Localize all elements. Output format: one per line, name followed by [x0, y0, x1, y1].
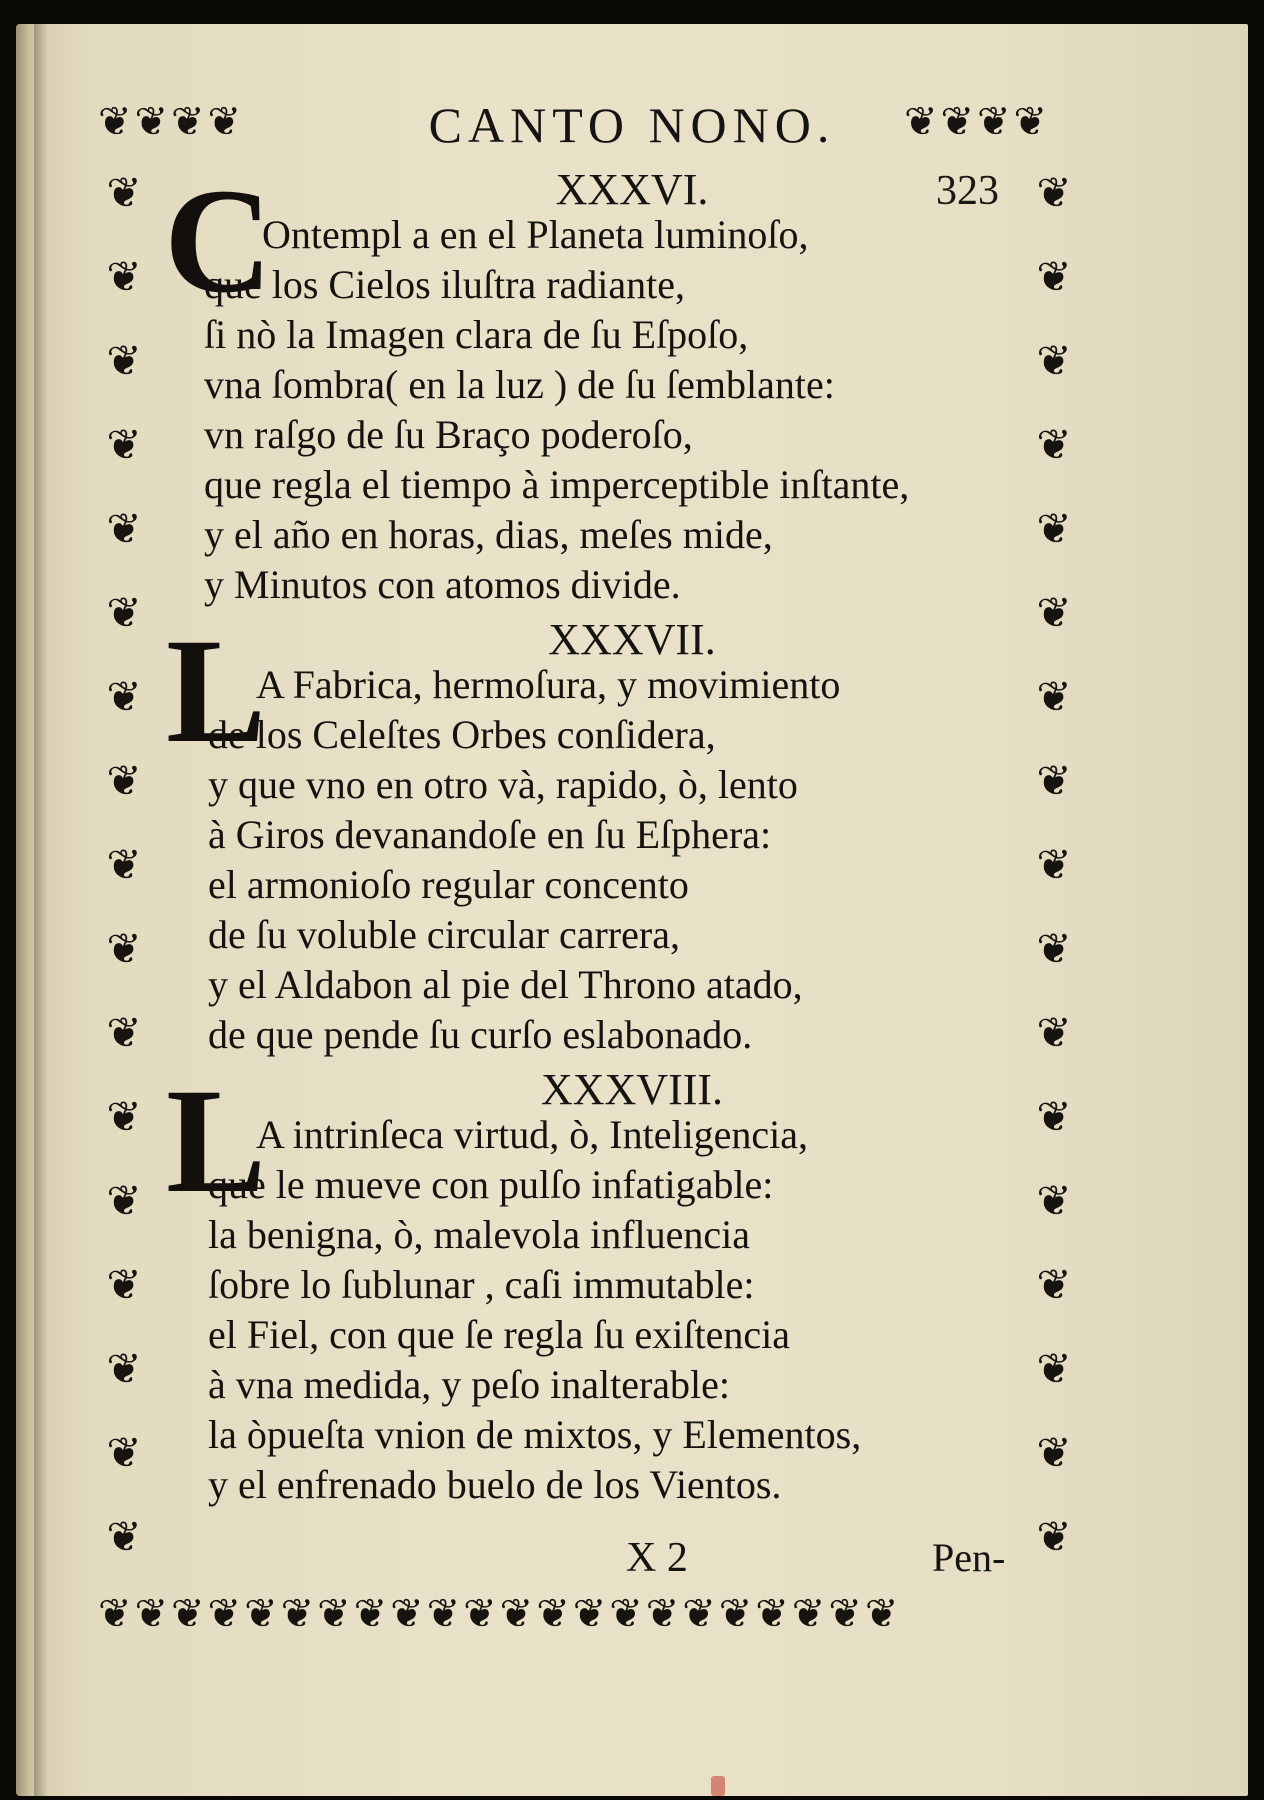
book-page [16, 24, 1248, 1796]
verse-line: A Fabrica, hermoſura, y movimiento [256, 662, 841, 707]
drop-cap: L [166, 608, 267, 774]
ink-stain [711, 1776, 725, 1796]
verse-line: vna ſombra( en la luz ) de ſu ſemblante: [204, 362, 835, 407]
verse-line: y el Aldabon al pie del Throno atado, [208, 962, 803, 1007]
verse-line: de que pende ſu curſo eslabonado. [208, 1012, 753, 1057]
verse-line: el armonioſo regular concento [208, 862, 689, 907]
ornament-border-right: ❦ ❦ ❦ ❦ ❦ ❦ ❦ ❦ ❦ ❦ ❦ ❦ ❦ ❦ ❦ ❦ ❦ [1036, 171, 1072, 1561]
verse-line: y el enfrenado buelo de los Vientos. [208, 1462, 782, 1507]
stanza-number: XXXVI. [555, 165, 709, 214]
verse-line: A intrinſeca virtud, ò, Inteligencia, [256, 1112, 809, 1157]
verse-line: de ſu voluble circular carrera, [208, 912, 680, 957]
gutter-shadow [34, 24, 48, 1796]
previous-page-edge [16, 24, 34, 1796]
stanza-number: XXXVIII. [540, 1065, 724, 1114]
drop-cap: C [164, 158, 273, 324]
verse-line: ſi nò la Imagen clara de ſu Eſpoſo, [204, 312, 749, 357]
verse-line: ſobre lo ſublunar , caſi immutable: [208, 1262, 755, 1307]
verse-line: la benigna, ò, malevola influencia [208, 1212, 751, 1257]
verse-line: el Fiel, con que ſe regla ſu exiſtencia [208, 1312, 790, 1357]
signature-mark: X 2 [626, 1535, 688, 1581]
verse-line: Ontempl a en el Planeta luminoſo, [262, 212, 809, 257]
verse-line: que le mueve con pulſo infatigable: [208, 1162, 774, 1207]
verse-line: la òpueſta vnion de mixtos, y Elementos, [208, 1412, 862, 1457]
running-head: CANTO NONO. [428, 97, 836, 153]
page-number: 323 [936, 168, 999, 214]
ornament-border-top-right: ❦❦❦❦ [904, 99, 1051, 144]
verse-line: vn raſgo de ſu Braço poderoſo, [204, 412, 693, 457]
drop-cap: L [166, 1058, 267, 1224]
catchword: Pen- [932, 1535, 1006, 1580]
verse-line: à vna medida, y peſo inalterable: [208, 1362, 731, 1407]
verse-line: y el año en horas, dias, meſes mide, [204, 512, 773, 557]
ornament-border-top-left: ❦❦❦❦ [98, 99, 245, 144]
ornament-border-bottom: ❦❦❦❦❦❦❦❦❦❦❦❦❦❦❦❦❦❦❦❦❦❦ [98, 1591, 902, 1636]
verse-line: à Giros devanandoſe en ſu Eſphera: [208, 812, 772, 857]
verse-line: de los Celeſtes Orbes conſidera, [208, 712, 716, 757]
verse-line: y Minutos con atomos divide. [204, 562, 681, 607]
stanza-number: XXXVII. [548, 615, 716, 664]
ornament-border-left: ❦ ❦ ❦ ❦ ❦ ❦ ❦ ❦ ❦ ❦ ❦ ❦ ❦ ❦ ❦ ❦ ❦ [106, 171, 142, 1561]
verse-line: que los Cielos iluſtra radiante, [204, 262, 685, 307]
verse-line: y que vno en otro và, rapido, ò, lento [208, 762, 798, 807]
verse-line: que regla el tiempo à imperceptible inſtante, [204, 462, 910, 507]
